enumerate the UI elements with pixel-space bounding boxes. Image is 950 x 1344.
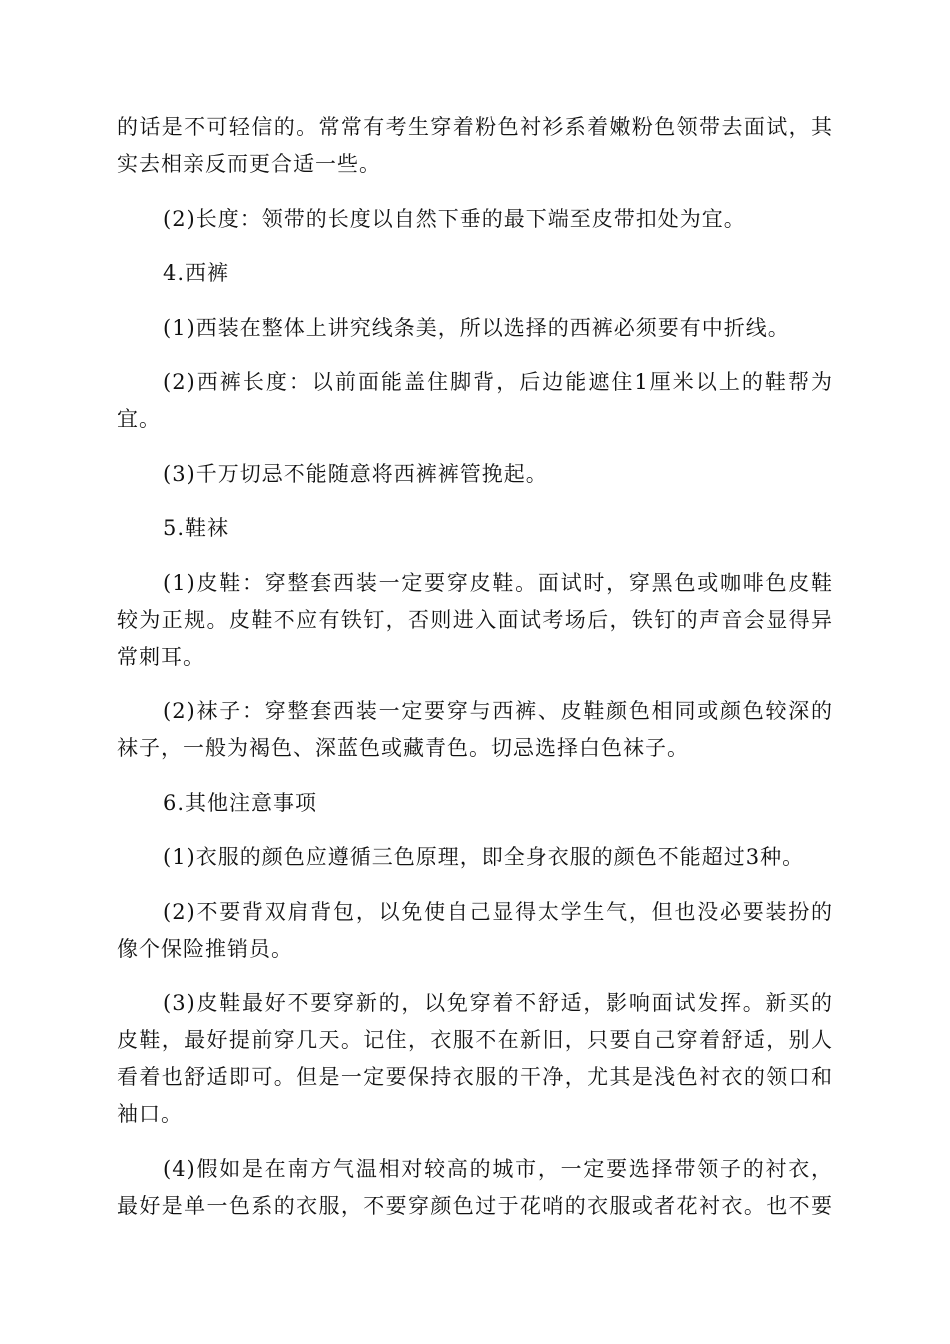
paragraph-hot-climate [117,1151,833,1225]
paragraph-three-color-rule [117,839,833,876]
text-line: (2)袜子：穿整套西装一定要穿与西裤、皮鞋颜色相同或颜色较深的 [163,699,833,723]
paragraph-trousers-length [117,364,833,438]
paragraph-trousers-cuffs [117,456,833,493]
text-line: 实去相亲反而更合适一些。 [117,152,381,176]
section-heading-other-notes [117,785,833,822]
text-line: (3)千万切忌不能随意将西裤裤管挽起。 [163,461,548,486]
paragraph-leather-shoes [117,565,833,676]
text-line: 看着也舒适即可。但是一定要保持衣服的干净，尤其是浅色衬衣的领口和 [117,1065,833,1089]
paragraph-trousers-crease [117,310,833,347]
text-line: 皮鞋，最好提前穿几天。记住，衣服不在新旧，只要自己穿着舒适，别人 [117,1028,833,1052]
paragraph-new-shoes [117,985,833,1133]
text-line: (3)皮鞋最好不要穿新的，以免穿着不舒适，影响面试发挥。新买的 [163,991,833,1015]
text-line: (4)假如是在南方气温相对较高的城市，一定要选择带领子的衬衣， [163,1156,833,1181]
heading-text: 4.西裤 [163,261,230,285]
text-line: 常刺耳。 [117,644,205,669]
text-line: (1)皮鞋：穿整套西装一定要穿皮鞋。面试时，穿黑色或咖啡色皮鞋 [163,570,833,595]
paragraph-backpack [117,894,833,968]
paragraph-tie-length [117,201,833,238]
text-line: (1)西装在整体上讲究线条美，所以选择的西裤必须要有中折线。 [163,315,790,340]
text-line: 像个保险推销员。 [117,936,293,961]
paragraph-tie-color-continued [117,109,833,183]
heading-text: 6.其他注意事项 [163,790,318,815]
text-line: 袜子，一般为褐色、深蓝色或藏青色。切忌选择白色袜子。 [117,736,689,760]
text-line: (2)长度：领带的长度以自然下垂的最下端至皮带扣处为宜。 [163,206,746,231]
text-line: 较为正规。皮鞋不应有铁钉，否则进入面试考场后，铁钉的声音会显得异 [117,607,833,632]
text-line: (2)不要背双肩背包，以免使自己显得太学生气，但也没必要装扮的 [163,899,833,924]
section-heading-trousers [117,255,833,292]
text-line: 袖口。 [117,1102,183,1126]
text-line: 最好是单一色系的衣服，不要穿颜色过于花哨的衣服或者花衬衣。也不要 [117,1193,833,1218]
paragraph-socks [117,693,833,767]
text-line: (2)西裤长度：以前面能盖住脚背，后边能遮住1厘米以上的鞋帮为 [163,370,833,394]
text-line: (1)衣服的颜色应遵循三色原理，即全身衣服的颜色不能超过3种。 [163,845,805,869]
section-heading-shoes-socks [117,510,833,547]
heading-text: 5.鞋袜 [163,516,230,540]
document-body [117,109,833,1242]
text-line: 的话是不可轻信的。常常有考生穿着粉色衬衫系着嫩粉色领带去面试，其 [117,115,833,139]
text-line: 宜。 [117,407,161,431]
